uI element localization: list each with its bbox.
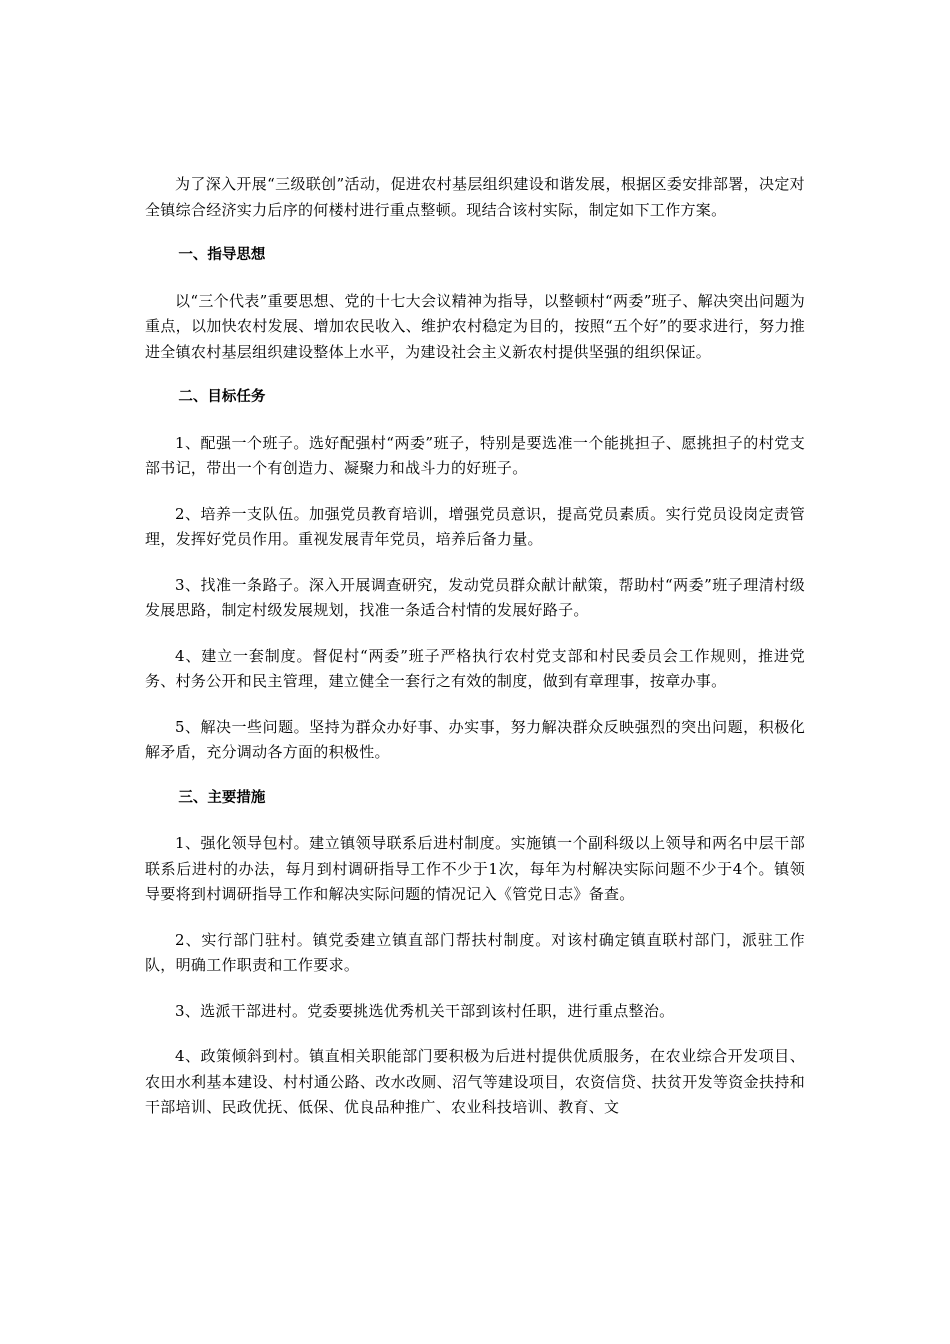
section-heading-main-measures: 三、主要措施 — [178, 789, 266, 806]
goal-item-4: 4、建立一套制度。督促村“两委”班子严格执行农村党支部和村民委员会工作规则，推进党务、村务公开和民主管理，建立健全一套行之有效的制度，做到有章理事，按章办事。 — [145, 646, 805, 690]
section-heading-goals-tasks: 二、目标任务 — [178, 389, 266, 405]
goal-item-5: 5、解决一些问题。坚持为群众办好事、办实事，努力解决群众反映强烈的突出问题，积极化解矛盾，充分调动各方面的积极性。 — [145, 717, 805, 761]
document-page — [145, 172, 805, 1141]
measure-item-4: 4、政策倾斜到村。镇直相关职能部门要积极为后进村提供优质服务，在农业综合开发项目、农田水利基本建设、村村通公路、改水改厕、沼气等建设项目，农资信贷、扶贫开发等资金扶持和干部培训、民政优抚、低保、优良品种推广、农业科技培训、教育、文 — [145, 1047, 805, 1116]
intro-paragraph: 为了深入开展“三级联创”活动，促进农村基层组织建设和谐发展，根据区委安排部署，决定对全镇综合经济实力后序的何楼村进行重点整顿。现结合该村实际，制定如下工作方案。 — [145, 175, 805, 219]
section-heading-guiding-ideology: 一、指导思想 — [178, 247, 266, 263]
goal-item-2: 2、培养一支队伍。加强党员教育培训，增强党员意识，提高党员素质。实行党员设岗定责管理，发挥好党员作用。重视发展青年党员，培养后备力量。 — [145, 504, 805, 548]
measure-item-1: 1、强化领导包村。建立镇领导联系后进村制度。实施镇一个副科级以上领导和两名中层干部联系后进村的办法，每月到村调研指导工作不少于1次，每年为村解决实际问题不少于4个。镇领导要将到村调研指导工作和解决实际问题的情况记入《管党日志》备查。 — [145, 834, 805, 903]
measure-item-3: 3、选派干部进村。党委要挑选优秀机关干部到该村任职，进行重点整治。 — [175, 1001, 675, 1020]
guiding-ideology-paragraph: 以“三个代表”重要思想、党的十七大会议精神为指导，以整顿村“两委”班子、解决突出问题为重点，以加快农村发展、增加农民收入、维护农村稳定为目的，按照“五个好”的要求进行，努力推进全镇农村基层组织建设整体上水平，为建设社会主义新农村提供坚强的组织保证。 — [145, 291, 805, 361]
goal-item-1: 1、配强一个班子。选好配强村“两委”班子，特别是要选准一个能挑担子、愿挑担子的村党支部书记，带出一个有创造力、凝聚力和战斗力的好班子。 — [145, 433, 805, 477]
goal-item-3: 3、找准一条路子。深入开展调查研究，发动党员群众献计献策，帮助村“两委”班子理清村级发展思路，制定村级发展规划，找准一条适合村情的发展好路子。 — [145, 575, 805, 619]
measure-item-2: 2、实行部门驻村。镇党委建立镇直部门帮扶村制度。对该村确定镇直联村部门，派驻工作队，明确工作职责和工作要求。 — [145, 930, 805, 974]
